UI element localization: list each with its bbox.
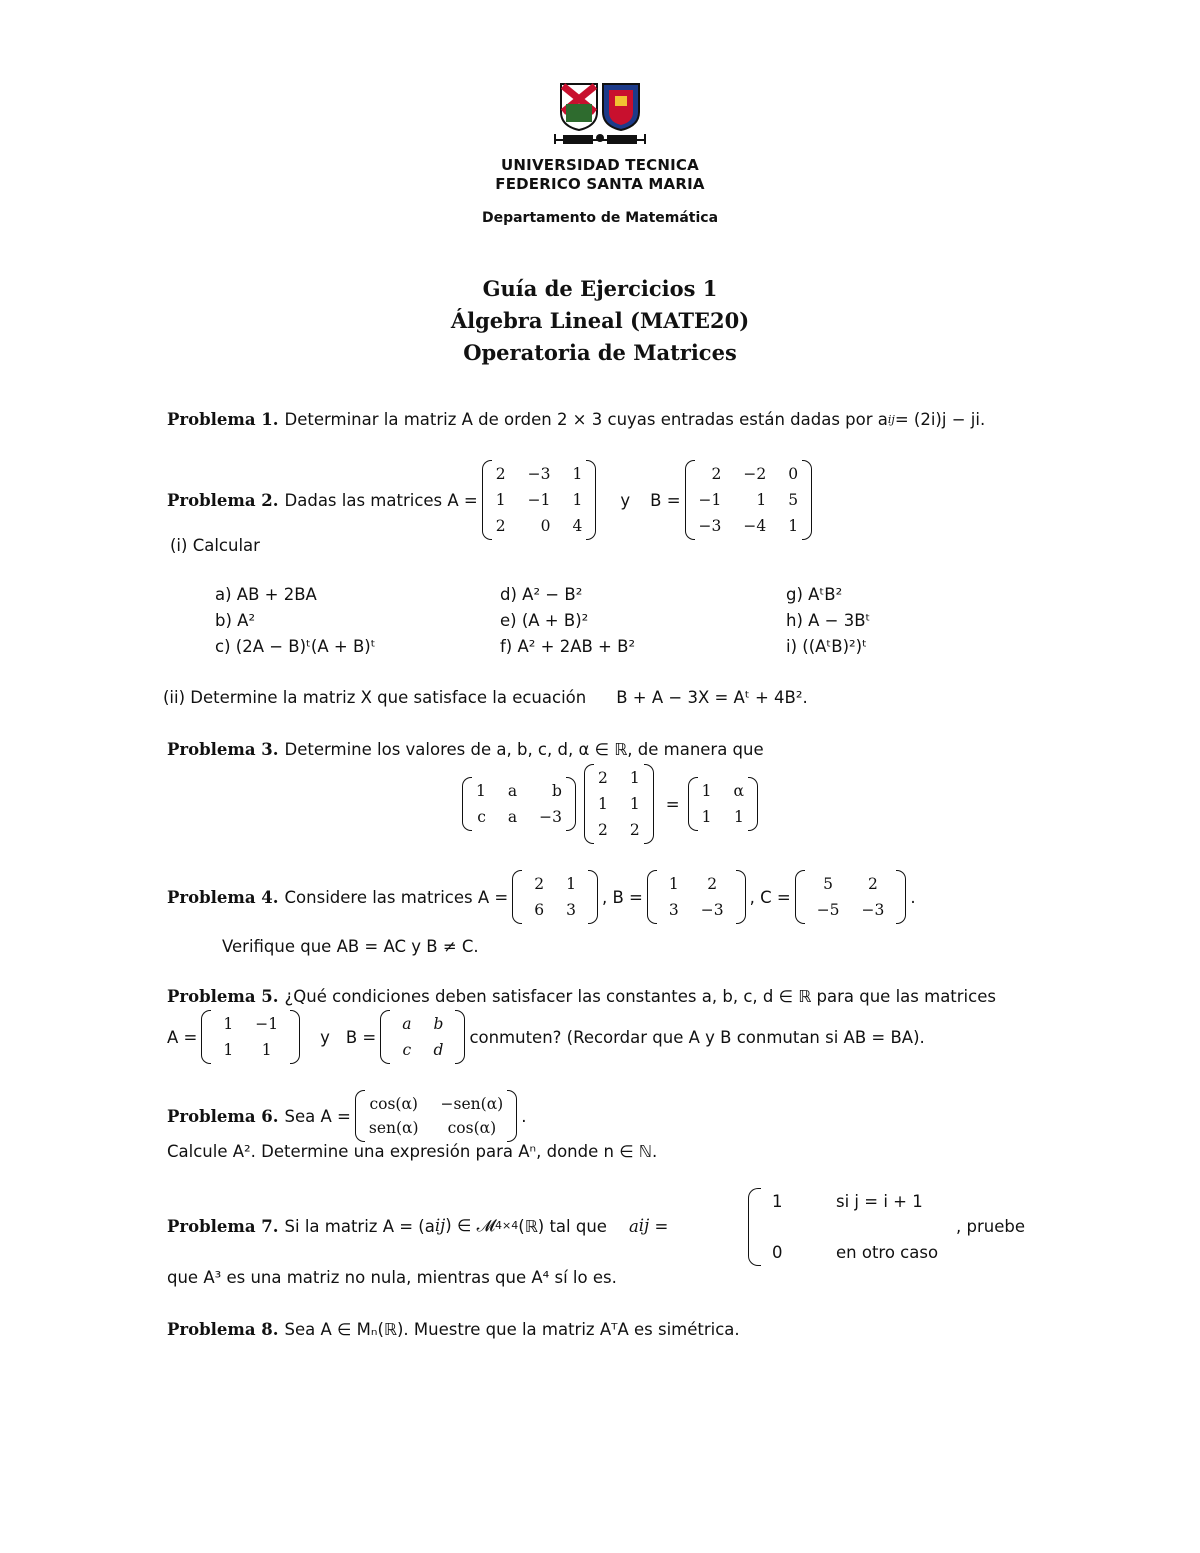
matrix-cell: 2 — [597, 821, 608, 839]
matrix-m2-p3 — [584, 764, 654, 844]
matrix-cell: sen(α) — [368, 1119, 419, 1137]
problem-5-line2 — [167, 1010, 925, 1064]
matrix-cell: 1 — [668, 875, 679, 893]
matrix-cell: 2 — [707, 875, 718, 893]
problem-6-end: . — [521, 1106, 527, 1126]
problem-7-text3: (ℝ) tal que — [518, 1216, 607, 1236]
matrix-cell: 1 — [701, 808, 712, 826]
matrix-cell: a — [507, 808, 518, 826]
item-b: b) A² — [215, 611, 256, 630]
case2-value: 0 — [772, 1243, 783, 1262]
matrix-cell: −1 — [527, 491, 551, 509]
problem-5-b-eq: B = — [345, 1027, 377, 1047]
matrix-cell: 6 — [534, 901, 545, 919]
matrix-cell: −3 — [539, 808, 562, 826]
matrix-cell: 1 — [572, 465, 583, 483]
problem-7-tail: , pruebe — [956, 1217, 1025, 1236]
problem-2-col3 — [786, 582, 870, 660]
problem-5-text: ¿Qué condiciones deben satisfacer las constantes a, b, c, d ∈ ℝ para que las matrices — [284, 987, 996, 1006]
problem-3 — [167, 740, 764, 759]
matrix-cell: 0 — [540, 517, 551, 535]
item-i: i) ((AᵗB)²)ᵗ — [786, 637, 867, 656]
problem-8-text: Sea A ∈ Mₙ(ℝ). Muestre que la matriz AᵀA es simétrica. — [284, 1320, 740, 1339]
problem-6 — [167, 1090, 526, 1142]
matrix-cell: 1 — [629, 769, 640, 787]
item-h: h) A − 3Bᵗ — [786, 611, 871, 630]
matrix-cell: −2 — [743, 465, 767, 483]
matrix-cell: −1 — [698, 491, 722, 509]
problem-2 — [167, 460, 816, 540]
problem-5-a-eq: A = — [167, 1027, 198, 1047]
problem-7-text: Si la matriz A = (a — [284, 1216, 435, 1236]
matrix-cell: c — [477, 808, 486, 826]
matrix-cell: b — [552, 782, 562, 800]
matrix-cell: 1 — [701, 782, 712, 800]
matrix-cell: 1 — [495, 491, 506, 509]
university-name-line2: FEDERICO SANTA MARIA — [495, 175, 705, 193]
problem-4-b-eq: , B = — [601, 887, 643, 907]
matrix-cell: −5 — [816, 901, 840, 919]
problem-4-verify: Verifique que AB = AC y B ≠ C. — [222, 937, 479, 956]
matrix-cell: 2 — [534, 875, 545, 893]
matrix-cell: 1 — [566, 875, 576, 893]
problem-3-text: Determine los valores de a, b, c, d, α ∈ ℝ, de manera que — [284, 740, 764, 759]
matrix-cell: 2 — [711, 465, 722, 483]
matrix-cell: α — [733, 782, 744, 800]
problem-2-col2 — [500, 582, 635, 660]
problem-6-label: Problema 6. — [167, 1106, 279, 1126]
problem-1-label: Problema 1. — [167, 410, 279, 429]
matrix-cell: −3 — [700, 901, 724, 919]
university-name-line1: UNIVERSIDAD TECNICA — [501, 156, 699, 174]
matrix-cell: 2 — [495, 465, 506, 483]
problem-2-and: y — [620, 490, 631, 510]
matrix-A-p6 — [355, 1090, 517, 1142]
matrix-m1-p3 — [462, 777, 576, 831]
matrix-cell: 4 — [572, 517, 583, 535]
title-line3: Operatoria de Matrices — [463, 340, 737, 365]
matrix-cell: 3 — [668, 901, 679, 919]
problem-3-eq: = — [665, 794, 680, 814]
matrix-cell: 5 — [788, 491, 799, 509]
problem-7-aij: a — [628, 1216, 639, 1236]
matrix-cell: −3 — [698, 517, 722, 535]
cases-brace — [748, 1188, 761, 1266]
matrix-cell: −3 — [861, 901, 885, 919]
matrix-cell: 1 — [756, 491, 767, 509]
problem-2-col1 — [215, 582, 376, 660]
title-line2: Álgebra Lineal (MATE20) — [450, 308, 750, 333]
part-ii-equation: B + A − 3X = Aᵗ + 4B². — [616, 688, 808, 707]
item-c: c) (2A − B)ᵗ(A + B)ᵗ — [215, 637, 376, 656]
problem-4-label: Problema 4. — [167, 887, 279, 907]
problem-5-and: y — [320, 1027, 330, 1047]
matrix-cell: 1 — [788, 517, 799, 535]
department-name: Departamento de Matemática — [481, 210, 719, 226]
matrix-B-p4 — [647, 870, 746, 924]
matrix-cell: cos(α) — [369, 1095, 418, 1113]
problem-2-label: Problema 2. — [167, 490, 279, 510]
item-e: e) (A + B)² — [500, 611, 589, 630]
matrix-cell: c — [402, 1041, 412, 1059]
matrix-B-p5 — [380, 1010, 465, 1064]
matrix-cell: 2 — [868, 875, 878, 893]
problem-1-text: Determinar la matriz A de orden 2 × 3 cuyas entradas están dadas por a — [284, 410, 888, 429]
problem-8-label: Problema 8. — [167, 1320, 279, 1339]
matrix-cell: b — [433, 1015, 444, 1033]
item-d: d) A² − B² — [500, 585, 583, 604]
matrix-cell: 2 — [597, 769, 608, 787]
case2-condition: en otro caso — [836, 1243, 939, 1262]
problem-6-text: Sea A = — [284, 1106, 351, 1126]
problem-8 — [167, 1320, 740, 1339]
matrix-cell: 1 — [629, 795, 640, 813]
problem-5 — [167, 987, 996, 1006]
problem-7-text2: ) ∈ 𝓜 — [445, 1216, 496, 1235]
problem-2-part-ii — [163, 688, 808, 707]
problem-4-c-eq: , C = — [749, 887, 791, 907]
problem-2-b-eq: B = — [650, 490, 681, 510]
problem-1-formula: = (2i)j − ji. — [894, 410, 986, 429]
problem-7-line2: que A³ es una matriz no nula, mientras que A⁴ sí lo es. — [167, 1268, 617, 1287]
matrix-cell: 3 — [566, 901, 576, 919]
problem-4-end: . — [910, 887, 916, 907]
matrix-cell: 1 — [597, 795, 608, 813]
matrix-cell: 2 — [629, 821, 640, 839]
case1-condition: si j = i + 1 — [836, 1192, 923, 1211]
matrix-cell: 1 — [223, 1015, 234, 1033]
matrix-cell: −sen(α) — [440, 1095, 504, 1113]
matrix-m3-p3 — [688, 777, 758, 831]
problem-7-label: Problema 7. — [167, 1216, 279, 1236]
matrix-cell: 1 — [476, 782, 486, 800]
problem-5-label: Problema 5. — [167, 987, 279, 1006]
matrix-cell: −3 — [527, 465, 551, 483]
matrix-cell: 1 — [261, 1041, 272, 1059]
matrix-cell: 1 — [734, 808, 744, 826]
matrix-cell: a — [402, 1015, 412, 1033]
university-logo — [553, 82, 647, 152]
matrix-cell: 1 — [223, 1041, 234, 1059]
problem-5-tail: conmuten? (Recordar que A y B conmutan si AB = BA). — [469, 1027, 925, 1047]
matrix-cell: −1 — [255, 1015, 279, 1033]
problem-2-part-i: (i) Calcular — [170, 536, 260, 555]
problem-6-line2: Calcule A². Determine una expresión para Aⁿ, donde n ∈ ℕ. — [167, 1142, 658, 1161]
matrix-A-p4 — [512, 870, 598, 924]
case1-value: 1 — [772, 1192, 783, 1211]
matrix-B-p2 — [685, 460, 813, 540]
problem-4-text: Considere las matrices A = — [284, 887, 509, 907]
matrix-cell: −4 — [743, 517, 767, 535]
title-line1: Guía de Ejercicios 1 — [482, 276, 718, 301]
matrix-A-p2 — [482, 460, 597, 540]
problem-2-text: Dadas las matrices A = — [284, 490, 478, 510]
problem-3-label: Problema 3. — [167, 740, 279, 759]
matrix-cell: 5 — [823, 875, 834, 893]
problem-7: Problema 7. Si la matriz A = (a ij ) ∈ 𝓜 4×4 (ℝ) tal que a ij = — [167, 1216, 669, 1236]
matrix-C-p4 — [795, 870, 907, 924]
matrix-cell: 0 — [788, 465, 799, 483]
matrix-A-p5 — [201, 1010, 300, 1064]
part-ii-text: (ii) Determine la matriz X que satisface la ecuación — [163, 688, 587, 707]
matrix-cell: 2 — [495, 517, 506, 535]
item-f: f) A² + 2AB + B² — [500, 637, 636, 656]
problem-3-equation — [458, 764, 762, 844]
item-g: g) AᵗB² — [786, 585, 843, 604]
problem-4 — [167, 870, 916, 924]
matrix-cell: cos(α) — [447, 1119, 497, 1137]
matrix-cell: a — [507, 782, 518, 800]
matrix-cell: 1 — [572, 491, 583, 509]
problem-1: Problema 1. Determinar la matriz A de orden 2 × 3 cuyas entradas están dadas por a ij = (2i)j − ji. — [167, 410, 986, 429]
item-a: a) AB + 2BA — [215, 585, 317, 604]
matrix-cell: d — [433, 1041, 444, 1059]
